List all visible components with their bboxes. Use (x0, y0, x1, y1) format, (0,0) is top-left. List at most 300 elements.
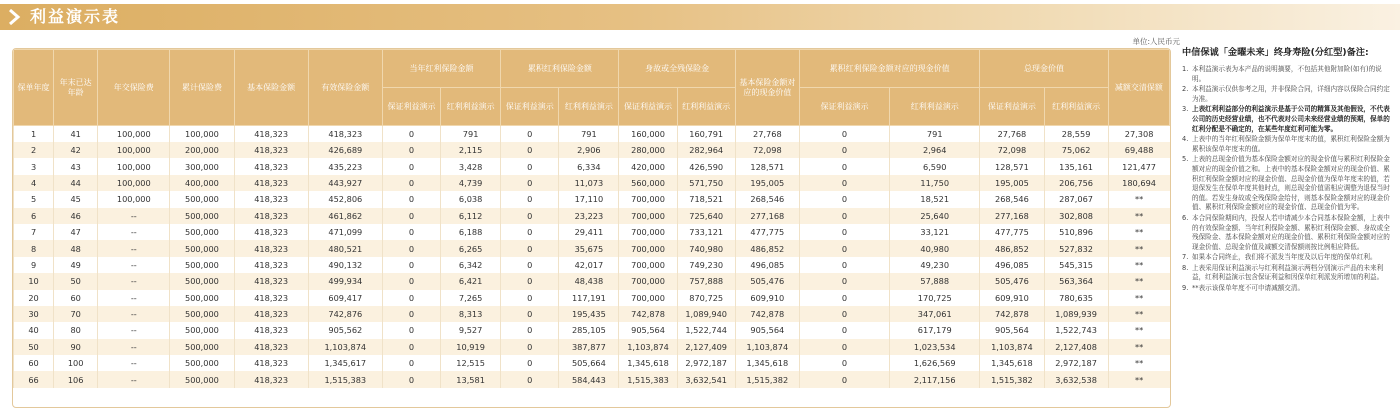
table-cell: 72,098 (980, 142, 1044, 158)
table-cell: 280,000 (619, 142, 677, 158)
note-item (1182, 105, 1394, 134)
table-cell: 2 (14, 142, 54, 158)
chevron-right-icon (7, 9, 21, 25)
table-cell: ** (1108, 306, 1169, 322)
table-cell: 0 (501, 240, 559, 256)
table-cell: 500,000 (170, 273, 234, 289)
table-cell: 268,546 (735, 191, 799, 207)
table-cell: 757,888 (677, 273, 735, 289)
table-cell: 480,521 (308, 240, 382, 256)
table-cell: 0 (382, 191, 440, 207)
table-cell: 905,564 (619, 322, 677, 338)
table-cell: 486,852 (980, 240, 1044, 256)
table-cell: 2,115 (441, 142, 501, 158)
notes-panel (1182, 46, 1394, 295)
note-number: 8. (1182, 263, 1189, 272)
benefit-table-container (12, 48, 1171, 408)
table-cell: 0 (382, 306, 440, 322)
table-cell: 500,000 (170, 355, 234, 371)
table-cell: 500,000 (170, 208, 234, 224)
table-cell: 0 (799, 371, 889, 387)
table-cell: 277,168 (735, 208, 799, 224)
table-cell: 742,878 (980, 306, 1044, 322)
table-cell: 791 (890, 126, 980, 143)
table-cell: 30 (14, 306, 54, 322)
table-cell: 0 (382, 224, 440, 240)
table-cell: 6,421 (441, 273, 501, 289)
table-cell: 418,323 (234, 224, 308, 240)
table-cell: ** (1108, 339, 1169, 355)
table-cell: 0 (382, 322, 440, 338)
table-cell: 60 (14, 355, 54, 371)
table-cell: 7,265 (441, 290, 501, 306)
table-cell: 500,000 (170, 322, 234, 338)
table-cell: 418,323 (234, 158, 308, 174)
table-cell: 0 (382, 126, 440, 143)
note-item (1182, 135, 1394, 154)
table-row (14, 240, 1170, 256)
subheader-dividend: 红利利益演示 (677, 88, 735, 126)
table-cell: 69,488 (1108, 142, 1169, 158)
table-cell: -- (98, 208, 170, 224)
table-cell: 0 (382, 175, 440, 191)
notes-list (1182, 65, 1394, 294)
table-cell: 1,345,618 (619, 355, 677, 371)
table-cell: 452,806 (308, 191, 382, 207)
table-cell: 617,179 (890, 322, 980, 338)
table-cell: 5 (14, 191, 54, 207)
table-cell: 426,590 (677, 158, 735, 174)
table-cell: 0 (799, 339, 889, 355)
table-cell: 0 (382, 371, 440, 387)
table-cell: 418,323 (234, 273, 308, 289)
table-cell: 563,364 (1044, 273, 1108, 289)
table-cell: 75,062 (1044, 142, 1108, 158)
table-cell: 0 (382, 273, 440, 289)
table-cell: 6 (14, 208, 54, 224)
table-row (14, 371, 1170, 387)
table-row (14, 175, 1170, 191)
table-cell: 57,888 (890, 273, 980, 289)
table-cell: 742,876 (308, 306, 382, 322)
note-number: 5. (1182, 155, 1189, 164)
table-cell: ** (1108, 322, 1169, 338)
table-cell: 545,315 (1044, 257, 1108, 273)
table-cell: 160,791 (677, 126, 735, 143)
table-cell: 46 (54, 208, 98, 224)
header-base-amount: 基本保险金额 (234, 50, 308, 126)
table-cell: 50 (54, 273, 98, 289)
table-cell: 0 (799, 240, 889, 256)
table-cell: 43 (54, 158, 98, 174)
table-cell: 500,000 (170, 224, 234, 240)
table-cell: 180,694 (1108, 175, 1169, 191)
table-cell: 135,161 (1044, 158, 1108, 174)
table-cell: 4 (14, 175, 54, 191)
table-cell: 1,345,618 (735, 355, 799, 371)
header-dividend-cash-value: 累积红利保险金额对应的现金价值 (799, 50, 979, 88)
table-cell: 418,323 (234, 142, 308, 158)
table-cell: 0 (799, 158, 889, 174)
table-cell: 500,000 (170, 306, 234, 322)
table-cell: 505,664 (559, 355, 619, 371)
table-cell: ** (1108, 273, 1169, 289)
table-cell: -- (98, 339, 170, 355)
table-cell: 733,121 (677, 224, 735, 240)
table-cell: 6,590 (890, 158, 980, 174)
table-cell: 0 (501, 371, 559, 387)
table-cell: 0 (382, 355, 440, 371)
table-cell: 0 (799, 224, 889, 240)
table-cell: 1,103,874 (308, 339, 382, 355)
table-cell: 8,313 (441, 306, 501, 322)
table-cell: 0 (382, 142, 440, 158)
table-cell: 418,323 (234, 306, 308, 322)
table-cell: 70 (54, 306, 98, 322)
title-bar (0, 4, 1400, 30)
table-cell: 505,476 (980, 273, 1044, 289)
table-cell: 500,000 (170, 339, 234, 355)
table-cell: 1,103,874 (735, 339, 799, 355)
table-cell: ** (1108, 257, 1169, 273)
table-cell: 0 (799, 306, 889, 322)
subheader-dividend: 红利利益演示 (559, 88, 619, 126)
table-cell: 0 (799, 322, 889, 338)
table-cell: 0 (799, 355, 889, 371)
table-cell: 418,323 (234, 191, 308, 207)
table-cell: ** (1108, 208, 1169, 224)
table-cell: 1,515,382 (735, 371, 799, 387)
table-cell: 471,099 (308, 224, 382, 240)
table-cell: 0 (799, 208, 889, 224)
table-cell: 0 (382, 158, 440, 174)
table-cell: 200,000 (170, 142, 234, 158)
header-current-dividend: 当年红利保险金额 (382, 50, 500, 88)
table-cell: 477,775 (735, 224, 799, 240)
table-cell: 0 (501, 224, 559, 240)
table-cell: -- (98, 273, 170, 289)
table-cell: 285,105 (559, 322, 619, 338)
table-cell: 0 (501, 158, 559, 174)
table-cell: 500,000 (170, 191, 234, 207)
table-cell: 20 (14, 290, 54, 306)
table-cell: 510,896 (1044, 224, 1108, 240)
table-cell: 27,768 (980, 126, 1044, 143)
table-cell: 435,223 (308, 158, 382, 174)
table-cell: 527,832 (1044, 240, 1108, 256)
table-cell: 40,980 (890, 240, 980, 256)
table-cell: 6,334 (559, 158, 619, 174)
table-cell: 277,168 (980, 208, 1044, 224)
table-cell: 700,000 (619, 224, 677, 240)
table-row (14, 126, 1170, 143)
table-cell: 100,000 (98, 191, 170, 207)
table-cell: -- (98, 355, 170, 371)
table-cell: 584,443 (559, 371, 619, 387)
table-cell: 700,000 (619, 191, 677, 207)
table-cell: 418,323 (234, 322, 308, 338)
table-cell: 7 (14, 224, 54, 240)
table-cell: 0 (799, 273, 889, 289)
table-cell: 700,000 (619, 257, 677, 273)
unit-label: 单位:人民币元 (1132, 37, 1180, 46)
table-cell: 1,089,939 (1044, 306, 1108, 322)
table-cell: ** (1108, 371, 1169, 387)
table-cell: 426,689 (308, 142, 382, 158)
table-cell: 725,640 (677, 208, 735, 224)
table-cell: 0 (501, 257, 559, 273)
table-row (14, 290, 1170, 306)
subheader-guaranteed: 保证利益演示 (382, 88, 440, 126)
table-cell: 780,635 (1044, 290, 1108, 306)
table-cell: 100,000 (98, 142, 170, 158)
table-cell: 48,438 (559, 273, 619, 289)
table-cell: 13,581 (441, 371, 501, 387)
table-cell: 50 (14, 339, 54, 355)
subheader-guaranteed: 保证利益演示 (619, 88, 677, 126)
table-cell: -- (98, 290, 170, 306)
table-cell: 749,230 (677, 257, 735, 273)
table-body (14, 126, 1170, 388)
table-cell: 418,323 (234, 126, 308, 143)
table-cell: 0 (799, 290, 889, 306)
table-cell: 418,323 (234, 355, 308, 371)
table-cell: 0 (799, 191, 889, 207)
table-cell: 41 (54, 126, 98, 143)
subheader-dividend: 红利利益演示 (890, 88, 980, 126)
note-number: 4. (1182, 135, 1189, 144)
table-cell: 1,345,617 (308, 355, 382, 371)
header-cumulative-premium: 累计保险费 (170, 50, 234, 126)
note-text: 本利益演示仅供参考之用，并非保险合同，详细内容以保险合同约定为准。 (1192, 85, 1390, 103)
table-cell: 300,000 (170, 158, 234, 174)
table-cell: 106 (54, 371, 98, 387)
table-cell: 170,725 (890, 290, 980, 306)
table-cell: 1,089,940 (677, 306, 735, 322)
table-cell: 0 (501, 355, 559, 371)
table-cell: 609,417 (308, 290, 382, 306)
table-cell: 0 (382, 208, 440, 224)
table-row (14, 191, 1170, 207)
table-cell: 27,768 (735, 126, 799, 143)
header-total-cash-value: 总现金价值 (980, 50, 1108, 88)
table-cell: 12,515 (441, 355, 501, 371)
table-cell: 700,000 (619, 240, 677, 256)
table-cell: 100,000 (170, 126, 234, 143)
table-cell: 80 (54, 322, 98, 338)
note-item (1182, 284, 1394, 294)
table-cell: 1,103,874 (619, 339, 677, 355)
header-annual-premium: 年交保险费 (98, 50, 170, 126)
note-number: 3. (1182, 105, 1189, 114)
header-base-cash-value: 基本保险金额对应的现金价值 (735, 50, 799, 126)
table-cell: 195,005 (735, 175, 799, 191)
table-cell: 49,230 (890, 257, 980, 273)
table-cell: 418,323 (234, 339, 308, 355)
table-cell: 0 (382, 257, 440, 273)
table-cell: 4,739 (441, 175, 501, 191)
benefit-table (13, 49, 1170, 388)
table-cell: 905,564 (735, 322, 799, 338)
table-row (14, 142, 1170, 158)
table-cell: 1,345,618 (980, 355, 1044, 371)
table-cell: 905,562 (308, 322, 382, 338)
note-number: 1. (1182, 65, 1189, 73)
table-cell: 0 (501, 339, 559, 355)
table-cell: 1,023,534 (890, 339, 980, 355)
table-cell: 418,323 (234, 371, 308, 387)
table-cell: 490,132 (308, 257, 382, 273)
table-cell: 1,515,383 (619, 371, 677, 387)
table-cell: 10,919 (441, 339, 501, 355)
table-cell: 117,191 (559, 290, 619, 306)
table-cell: 700,000 (619, 208, 677, 224)
table-cell: 1,626,569 (890, 355, 980, 371)
note-number: 6. (1182, 213, 1189, 222)
table-cell: 742,878 (735, 306, 799, 322)
table-cell: 18,521 (890, 191, 980, 207)
table-cell: 25,640 (890, 208, 980, 224)
table-row (14, 158, 1170, 174)
table-cell: 195,005 (980, 175, 1044, 191)
table-cell: 1 (14, 126, 54, 143)
table-cell: 2,906 (559, 142, 619, 158)
table-cell: 1,103,874 (980, 339, 1044, 355)
table-cell: 418,323 (234, 208, 308, 224)
table-row (14, 339, 1170, 355)
table-row (14, 273, 1170, 289)
table-cell: 42 (54, 142, 98, 158)
header-effective-amount: 有效保险金额 (308, 50, 382, 126)
table-cell: ** (1108, 355, 1169, 371)
table-cell: 0 (382, 240, 440, 256)
table-cell: 0 (799, 257, 889, 273)
table-cell: 35,675 (559, 240, 619, 256)
table-cell: 6,112 (441, 208, 501, 224)
table-cell: 742,878 (619, 306, 677, 322)
table-cell: 0 (501, 126, 559, 143)
table-cell: 3 (14, 158, 54, 174)
table-cell: 0 (501, 290, 559, 306)
table-cell: 72,098 (735, 142, 799, 158)
table-cell: 418,323 (234, 175, 308, 191)
table-cell: 0 (382, 290, 440, 306)
table-cell: 870,725 (677, 290, 735, 306)
subheader-guaranteed: 保证利益演示 (980, 88, 1044, 126)
table-cell: 387,877 (559, 339, 619, 355)
table-cell: 500,000 (170, 290, 234, 306)
table-cell: 499,934 (308, 273, 382, 289)
table-cell: 0 (501, 208, 559, 224)
table-cell: ** (1108, 191, 1169, 207)
subheader-dividend: 红利利益演示 (1044, 88, 1108, 126)
table-cell: 2,972,187 (1044, 355, 1108, 371)
note-text: **表示该保单年度不可申请减额交清。 (1192, 284, 1305, 293)
table-cell: 42,017 (559, 257, 619, 273)
table-cell: 400,000 (170, 175, 234, 191)
table-cell: 418,323 (234, 240, 308, 256)
table-cell: ** (1108, 240, 1169, 256)
table-row (14, 208, 1170, 224)
table-cell: 0 (501, 191, 559, 207)
table-cell: 700,000 (619, 290, 677, 306)
table-cell: 27,308 (1108, 126, 1169, 143)
table-cell: 0 (501, 273, 559, 289)
table-cell: 1,515,383 (308, 371, 382, 387)
subheader-guaranteed: 保证利益演示 (501, 88, 559, 126)
table-cell: 100,000 (98, 126, 170, 143)
table-cell: 302,808 (1044, 208, 1108, 224)
subheader-guaranteed: 保证利益演示 (799, 88, 889, 126)
table-cell: ** (1108, 224, 1169, 240)
table-cell: 60 (54, 290, 98, 306)
table-cell: 500,000 (170, 240, 234, 256)
table-cell: 128,571 (980, 158, 1044, 174)
table-cell: 45 (54, 191, 98, 207)
table-row (14, 322, 1170, 338)
table-cell: 6,265 (441, 240, 501, 256)
header-reduced-paid-up: 减额交清保额 (1108, 50, 1169, 126)
table-cell: 10 (14, 273, 54, 289)
note-item (1182, 65, 1394, 84)
header-policy-year: 保单年度 (14, 50, 54, 126)
table-cell: 3,428 (441, 158, 501, 174)
table-cell: 505,476 (735, 273, 799, 289)
table-cell: 0 (799, 126, 889, 143)
note-item (1182, 264, 1394, 283)
page-title: 利益演示表 (30, 7, 121, 26)
table-cell: 347,061 (890, 306, 980, 322)
table-cell: 3,632,541 (677, 371, 735, 387)
table-cell: 3,632,538 (1044, 371, 1108, 387)
table-cell: 100,000 (98, 158, 170, 174)
table-cell: 500,000 (170, 257, 234, 273)
table-row (14, 306, 1170, 322)
note-text: 上表采用保证利益演示与红利利益演示两档分别演示产品的未来利益，红利利益演示包含保证利益和因保单红利派发所增加的利益。 (1192, 263, 1384, 282)
subheader-dividend: 红利利益演示 (441, 88, 501, 126)
table-cell: 905,564 (980, 322, 1044, 338)
table-cell: 0 (382, 339, 440, 355)
table-cell: 40 (14, 322, 54, 338)
table-cell: 206,756 (1044, 175, 1108, 191)
note-item (1182, 155, 1394, 213)
note-text: 如果本合同终止，我们将不派发当年度及以后年度的保单红利。 (1192, 253, 1377, 262)
table-cell: 418,323 (308, 126, 382, 143)
table-cell: 8 (14, 240, 54, 256)
table-cell: 2,117,156 (890, 371, 980, 387)
notes-title: 中信保诚「金曜未来」终身寿险(分红型)备注: (1182, 47, 1369, 58)
table-cell: 2,964 (890, 142, 980, 158)
table-cell: 6,342 (441, 257, 501, 273)
note-item (1182, 214, 1394, 252)
note-text: 本合同保险期间内，投保人若申请减少本合同基本保险金额，上表中的有效保险金额、当年红利保险金额、累积红利保险金额、身故或全残保险金、基本保险金额对应的现金价值、累积红利保险金额对应的现金价值、总现金价值及减额交清保额则按比例相应降低。 (1192, 213, 1390, 251)
table-cell: 496,085 (980, 257, 1044, 273)
note-number: 2. (1182, 85, 1189, 94)
table-cell: -- (98, 371, 170, 387)
table-cell: 48 (54, 240, 98, 256)
table-cell: 268,546 (980, 191, 1044, 207)
table-cell: -- (98, 257, 170, 273)
table-cell: 287,067 (1044, 191, 1108, 207)
table-cell: 791 (559, 126, 619, 143)
table-cell: 486,852 (735, 240, 799, 256)
table-cell: 1,522,743 (1044, 322, 1108, 338)
table-cell: 0 (501, 175, 559, 191)
table-cell: 9,527 (441, 322, 501, 338)
table-cell: 477,775 (980, 224, 1044, 240)
table-cell: -- (98, 224, 170, 240)
note-text: 上表的总现金价值为基本保险金额对应的现金价值与累积红利保险金额对应的现金价值之和。上表中的基本保险金额对应的现金价值、累积红利保险金额对应的现金价值、总现金价值为保单年度末的值，若退保发生在保单年度其他时点，则总现金价值需相应调整为退保当时的值。若发生身故或全残保险金给付，则基本保险金额对应的现金价值、累积红利保险金额对应的现金价值、总现金价值为零。 (1192, 155, 1390, 212)
